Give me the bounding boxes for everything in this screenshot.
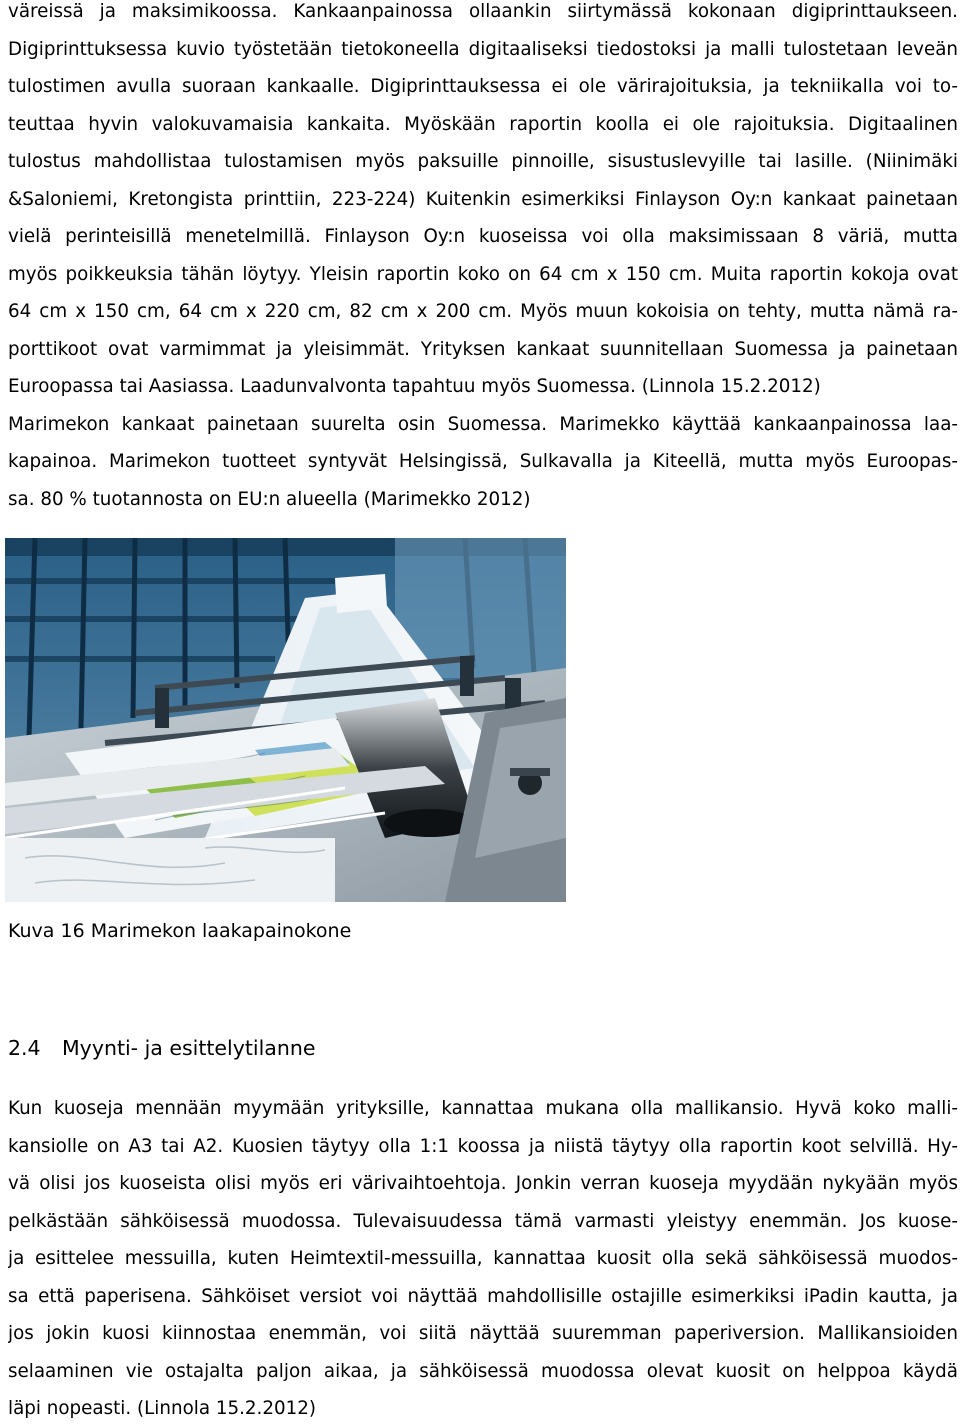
section-number: 2.4: [8, 1036, 41, 1060]
paragraph-line: porttikoot ovat varmimmat ja yleisimmät. Yrityksen kankaat suunnitellaan Suomessa ja painetaan: [8, 338, 958, 360]
paragraph-line: Digiprinttuksessa kuvio työstetään tietokoneella digitaaliseksi tiedostoksi ja malli tulostetaan leveän: [8, 38, 958, 60]
paragraph-line: Marimekon kankaat painetaan suurelta osin Suomessa. Marimekko käyttää kankaanpainossa laa-: [8, 413, 958, 435]
paragraph-line: väreissä ja maksimikoossa. Kankaanpainossa ollaankin siirtymässä kokonaan digiprinttaukseen.: [8, 1, 958, 22]
section-title: Myynti- ja esittelytilanne: [62, 1036, 316, 1060]
paragraph-line: ja esittelee messuilla, kuten Heimtextil-messuilla, kannattaa kuosit olla sekä sähköisessä muodos-: [8, 1248, 958, 1269]
paragraph-line: &Saloniemi, Kretongista printtiin, 223-224) Kuitenkin esimerkiksi Finlayson Oy:n kankaat painetaan: [8, 188, 958, 210]
figure-caption: Kuva 16 Marimekon laakapainokone: [8, 920, 352, 942]
section-heading: [8, 1030, 315, 1066]
paragraph-line: myös poikkeuksia tähän löytyy. Yleisin raportin koko on 64 cm x 150 cm. Muita raportin kokoja ovat: [8, 263, 958, 285]
paragraph-line: vä olisi jos kuoseista olisi myös eri värivaihtoehtoja. Jonkin verran kuoseja myydään nykyään myös: [8, 1173, 958, 1194]
body-paragraph: [8, 1090, 958, 1428]
paragraph-line: sa. 80 % tuotannosta on EU:n alueella (Marimekko 2012): [8, 488, 531, 510]
paragraph-line: jos jokin kuosi kiinnostaa enemmän, voi siitä näyttää suuremman paperiversion. Mallikansioiden: [8, 1323, 958, 1344]
body-paragraph: [8, 0, 958, 518]
paragraph-line: sa että paperisena. Sähköiset versiot voi näyttää mahdollisille ostajille esimerkiksi iPadin kautta, ja: [8, 1285, 958, 1307]
paragraph-line: selaaminen vie ostajalta paljon aikaa, ja sähköisessä muodossa olevat kuosit on helppoa käydä: [8, 1360, 958, 1382]
paragraph-line: vielä perinteisillä menetelmillä. Finlayson Oy:n kuoseissa voi olla maksimissaan 8 väriä, mutta: [8, 226, 958, 247]
paragraph-line: kansiolle on A3 tai A2. Kuosien täytyy olla 1:1 koossa ja niistä täytyy olla raportin koot selvillä. Hy-: [8, 1135, 958, 1157]
paragraph-line: tulostimen avulla suoraan kankaalle. Digiprinttauksessa ei ole värirajoituksia, ja tekniikalla voi to-: [8, 76, 958, 97]
paragraph-line: Kun kuoseja mennään myymään yrityksille, kannattaa mukana olla mallikansio. Hyvä koko malli-: [8, 1098, 958, 1119]
paragraph-line: tulostus mahdollistaa tulostamisen myös paksuille pinnoille, sisustuslevyille tai lasille. (Niinimäki: [8, 151, 958, 172]
paragraph-line: Euroopassa tai Aasiassa. Laadunvalvonta tapahtuu myös Suomessa. (Linnola 15.2.2012): [8, 376, 821, 397]
paragraph-line: 64 cm x 150 cm, 64 cm x 220 cm, 82 cm x 200 cm. Myös muun kokoisia on tehty, mutta nämä ra-: [8, 301, 958, 322]
printing-machine-photo: [5, 538, 566, 902]
paragraph-line: pelkästään sähköisessä muodossa. Tulevaisuudessa tämä varmasti yleistyy enemmän. Jos kuose-: [8, 1210, 958, 1232]
paragraph-line: läpi nopeasti. (Linnola 15.2.2012): [8, 1398, 317, 1419]
paragraph-line: kapainoa. Marimekon tuotteet syntyvät Helsingissä, Sulkavalla ja Kiteellä, mutta myös Euroopas-: [8, 451, 958, 472]
paragraph-line: teuttaa hyvin valokuvamaisia kankaita. Myöskään raportin koolla ei ole rajoituksia. Digitaalinen: [8, 113, 958, 135]
